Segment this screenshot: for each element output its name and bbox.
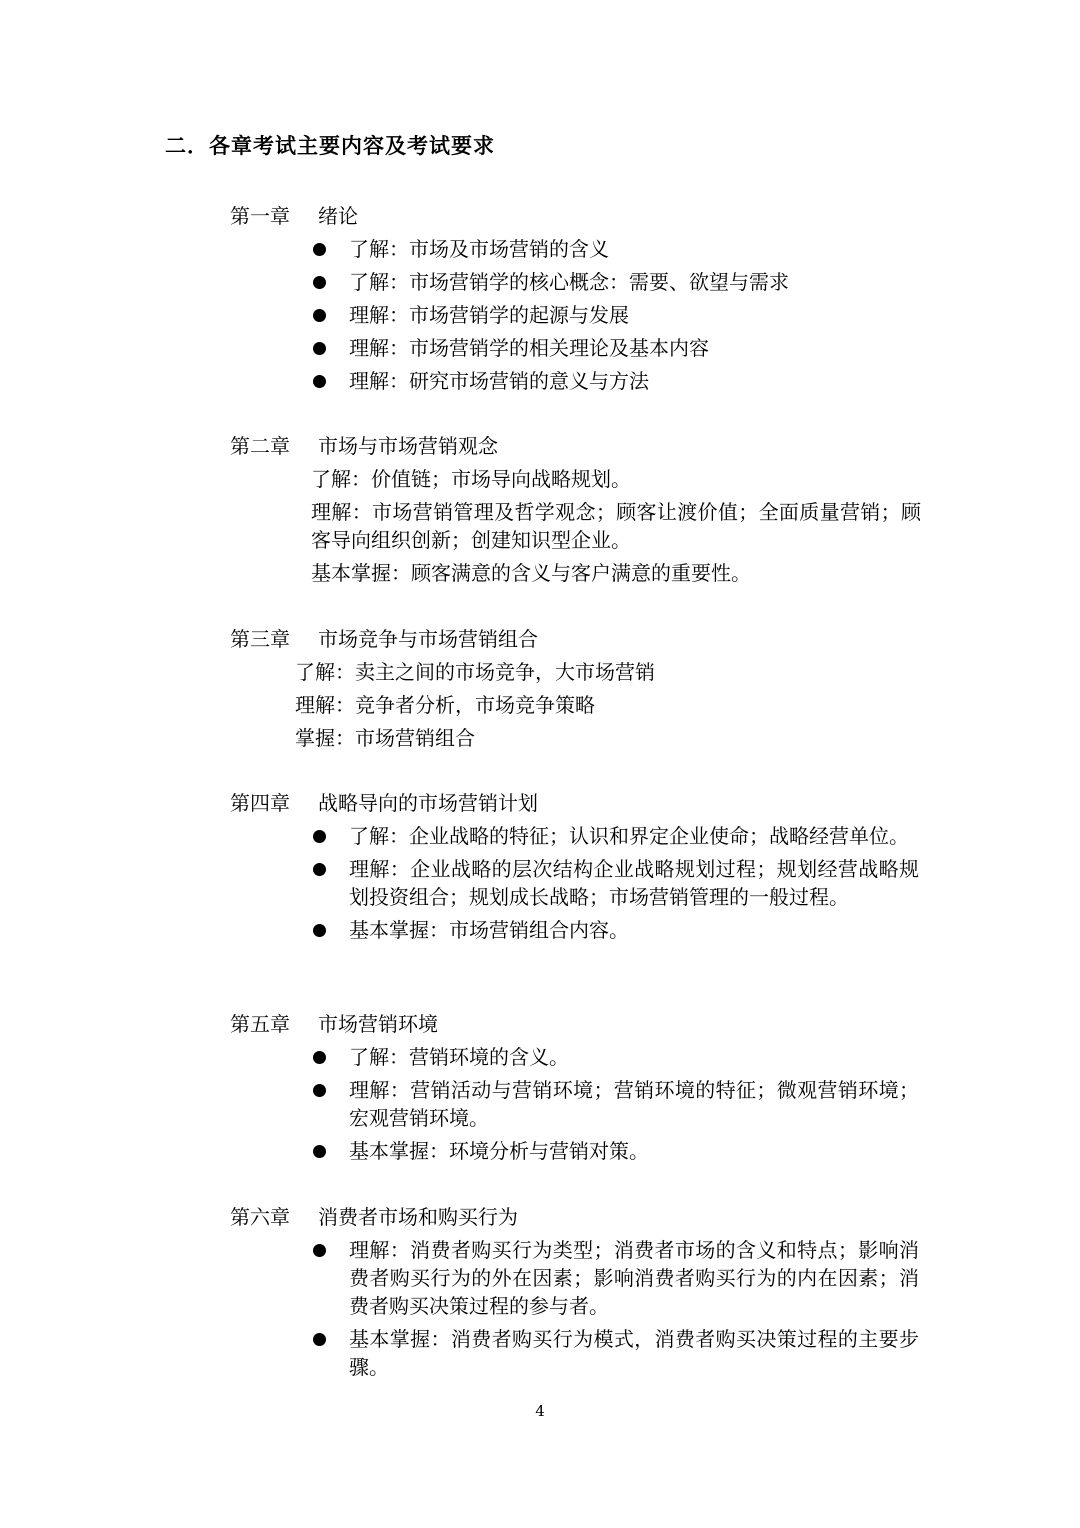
chapter-title: 绪论 <box>318 204 358 228</box>
list-item <box>230 268 919 296</box>
chapter-3 <box>230 625 930 757</box>
chapter-heading <box>230 432 930 465</box>
chapter-number: 第三章 <box>230 627 290 651</box>
bullet-list <box>230 822 930 944</box>
chapter-number: 第六章 <box>230 1205 290 1229</box>
list-item-text: 理解：企业战略的层次结构企业战略规划过程；规划经营战略规划投资组合；规划成长战略；市场营销管理的一般过程。 <box>349 857 919 909</box>
list-item <box>230 822 919 850</box>
chapter-heading <box>230 789 930 822</box>
chapter-1 <box>230 202 930 400</box>
bullet-icon <box>313 1084 326 1097</box>
bullet-icon <box>313 342 326 355</box>
list-item-text: 了解：市场及市场营销的含义 <box>349 237 609 261</box>
list-item <box>230 1076 919 1132</box>
page-number: 4 <box>535 1402 545 1420</box>
bullet-icon <box>313 1244 326 1257</box>
chapter-5 <box>230 1010 930 1170</box>
bullet-icon <box>313 1333 326 1346</box>
list-item-text: 理解：研究市场营销的意义与方法 <box>349 369 649 393</box>
list-item <box>230 916 919 944</box>
list-item <box>230 1137 919 1165</box>
bullet-icon <box>313 924 326 937</box>
chapter-title: 战略导向的市场营销计划 <box>318 791 538 815</box>
list-item-text: 基本掌握：市场营销组合内容。 <box>349 918 629 942</box>
list-item-text: 理解：消费者购买行为类型；消费者市场的含义和特点；影响消费者购买行为的外在因素；影响消费者购买行为的内在因素；消费者购买决策过程的参与者。 <box>349 1238 919 1318</box>
list-item <box>230 301 919 329</box>
chapter-heading <box>230 1010 930 1043</box>
paragraph: 基本掌握：顾客满意的含义与客户满意的重要性。 <box>311 561 751 585</box>
list-item <box>230 1236 919 1320</box>
bullet-icon <box>313 863 326 876</box>
list-item-text: 了解：企业战略的特征；认识和界定企业使命；战略经营单位。 <box>349 824 909 848</box>
chapter-title: 市场与市场营销观念 <box>318 434 498 458</box>
bullet-list <box>230 1043 930 1165</box>
bullet-icon <box>313 276 326 289</box>
list-item <box>230 1325 919 1381</box>
paragraph: 了解：卖主之间的市场竞争，大市场营销 <box>295 660 655 684</box>
bullet-icon <box>313 243 326 256</box>
list-item-text: 了解：市场营销学的核心概念：需要、欲望与需求 <box>349 270 789 294</box>
bullet-icon <box>313 1145 326 1158</box>
list-item-text: 理解：市场营销学的起源与发展 <box>349 303 629 327</box>
list-item-text: 基本掌握：环境分析与营销对策。 <box>349 1139 649 1163</box>
list-item-text: 理解：营销活动与营销环境；营销环境的特征；微观营销环境；宏观营销环境。 <box>349 1078 919 1130</box>
paragraph: 理解：市场营销管理及哲学观念；顾客让渡价值；全面质量营销；顾客导向组织创新；创建知识型企业。 <box>311 500 921 552</box>
bullet-icon <box>313 1051 326 1064</box>
chapter-heading <box>230 1203 930 1236</box>
chapter-number: 第四章 <box>230 791 290 815</box>
list-item-text: 基本掌握：消费者购买行为模式，消费者购买决策过程的主要步骤。 <box>349 1327 919 1379</box>
chapter-2 <box>230 432 930 592</box>
chapter-title: 市场营销环境 <box>318 1012 438 1036</box>
list-item <box>230 235 919 263</box>
list-item <box>230 1043 919 1071</box>
bullet-list <box>230 235 930 395</box>
bullet-icon <box>313 375 326 388</box>
paragraph: 了解：价值链；市场导向战略规划。 <box>311 467 631 491</box>
list-item-text: 了解：营销环境的含义。 <box>349 1045 569 1069</box>
paragraph: 理解：竞争者分析，市场竞争策略 <box>295 693 595 717</box>
chapter-title: 消费者市场和购买行为 <box>318 1205 518 1229</box>
list-item-text: 理解：市场营销学的相关理论及基本内容 <box>349 336 709 360</box>
paragraph: 掌握：市场营销组合 <box>295 726 475 750</box>
section-title: 二．各章考试主要内容及考试要求 <box>165 133 495 158</box>
chapter-number: 第二章 <box>230 434 290 458</box>
chapter-title: 市场竞争与市场营销组合 <box>318 627 538 651</box>
chapter-heading <box>230 202 930 235</box>
list-item <box>230 855 919 911</box>
chapter-number: 第五章 <box>230 1012 290 1036</box>
chapter-heading <box>230 625 930 658</box>
list-item <box>230 334 919 362</box>
bullet-icon <box>313 309 326 322</box>
bullet-icon <box>313 830 326 843</box>
chapter-4 <box>230 789 930 949</box>
chapter-6 <box>230 1203 930 1386</box>
chapter-number: 第一章 <box>230 204 290 228</box>
list-item <box>230 367 919 395</box>
bullet-list <box>230 1236 930 1381</box>
